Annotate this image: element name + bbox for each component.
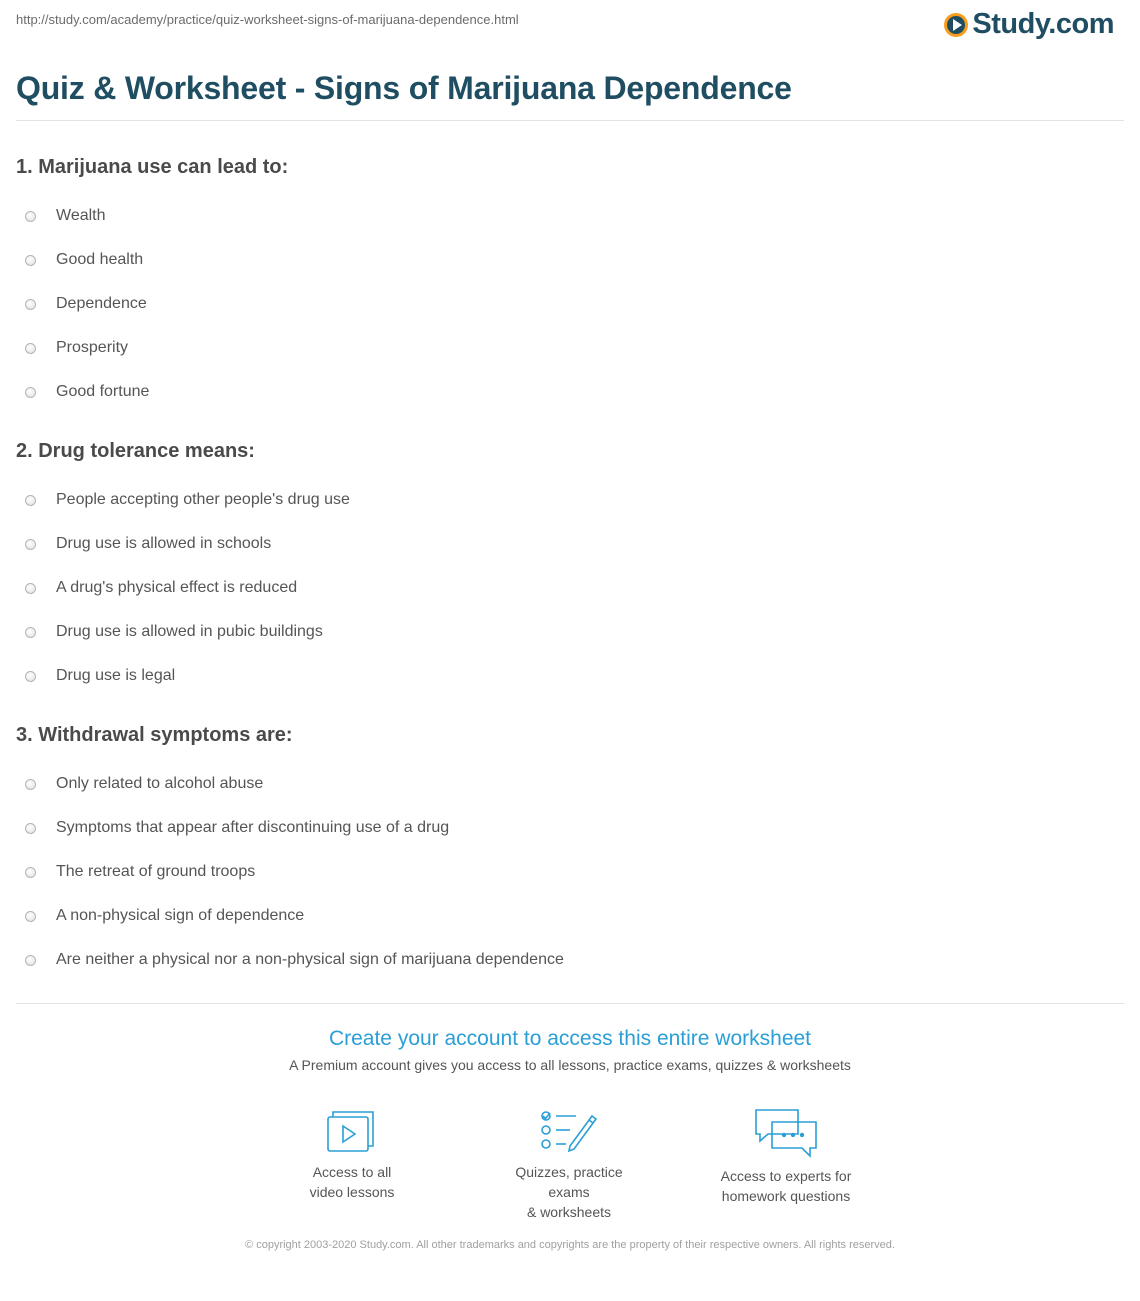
answer-label: The retreat of ground troops <box>56 863 256 880</box>
answer-option[interactable] <box>16 238 1116 282</box>
feature-video-lessons <box>262 1108 442 1202</box>
answer-label: Symptoms that appear after discontinuing use of a drug <box>56 819 450 836</box>
feature-label-line: homework questions <box>721 1188 851 1204</box>
answer-options <box>16 478 1116 698</box>
radio-button[interactable] <box>25 495 36 506</box>
copyright-notice <box>0 1237 1140 1254</box>
answer-label: Wealth <box>56 207 106 224</box>
answer-option[interactable] <box>16 762 1116 806</box>
feature-experts <box>696 1108 876 1206</box>
answer-options <box>16 194 1116 414</box>
video-lessons-icon <box>326 1108 378 1154</box>
radio-button[interactable] <box>25 867 36 878</box>
answer-label: Dependence <box>56 295 147 312</box>
cta-divider <box>16 1003 1124 1004</box>
answer-label: Prosperity <box>56 339 129 356</box>
answer-option[interactable] <box>16 654 1116 698</box>
expert-chat-icon <box>754 1108 818 1158</box>
radio-button[interactable] <box>25 583 36 594</box>
signup-cta <box>0 1027 1140 1073</box>
answer-option[interactable] <box>16 282 1116 326</box>
question-title: 2. Drug tolerance means: <box>16 440 255 462</box>
quiz-checklist-icon <box>540 1108 598 1154</box>
answer-option[interactable] <box>16 610 1116 654</box>
page-title: Quiz & Worksheet - Signs of Marijuana Dependence <box>16 70 792 106</box>
answer-label: People accepting other people's drug use <box>56 491 350 508</box>
study-logo-icon <box>944 13 968 37</box>
feature-label-line: & worksheets <box>526 1204 612 1220</box>
answer-label: Good fortune <box>56 383 150 400</box>
answer-label: Drug use is allowed in schools <box>56 535 272 552</box>
study-logo-text: Study.com <box>972 8 1114 40</box>
radio-button[interactable] <box>25 955 36 966</box>
radio-button[interactable] <box>25 343 36 354</box>
feature-label-line: Quizzes, practice exams <box>515 1164 623 1200</box>
radio-button[interactable] <box>25 671 36 682</box>
radio-button[interactable] <box>25 539 36 550</box>
answer-label: Only related to alcohol abuse <box>56 775 264 792</box>
answer-label: Good health <box>56 251 144 268</box>
answer-option[interactable] <box>16 370 1116 414</box>
question-title: 1. Marijuana use can lead to: <box>16 156 289 178</box>
cta-subtitle: A Premium account gives you access to all lessons, practice exams, quizzes & worksheets <box>289 1057 851 1073</box>
answer-option[interactable] <box>16 894 1116 938</box>
answer-label: A drug's physical effect is reduced <box>56 579 298 596</box>
feature-quizzes <box>479 1108 659 1222</box>
radio-button[interactable] <box>25 211 36 222</box>
radio-button[interactable] <box>25 779 36 790</box>
copyright-text: © copyright 2003-2020 Study.com. All other trademarks and copyrights are the property of their respective owners. All rights reserved. <box>245 1239 895 1251</box>
answer-label: Drug use is allowed in pubic buildings <box>56 623 323 640</box>
answer-option[interactable] <box>16 326 1116 370</box>
answer-option[interactable] <box>16 850 1116 894</box>
question-3 <box>16 720 1116 982</box>
radio-button[interactable] <box>25 911 36 922</box>
radio-button[interactable] <box>25 627 36 638</box>
question-2 <box>16 436 1116 698</box>
question-title: 3. Withdrawal symptoms are: <box>16 724 293 746</box>
feature-label-line: Access to all <box>312 1164 392 1180</box>
answer-option[interactable] <box>16 806 1116 850</box>
create-account-link[interactable]: Create your account to access this entire worksheet <box>328 1027 812 1050</box>
answer-option[interactable] <box>16 566 1116 610</box>
study-logo[interactable] <box>944 8 1114 41</box>
radio-button[interactable] <box>25 387 36 398</box>
answer-option[interactable] <box>16 522 1116 566</box>
radio-button[interactable] <box>25 255 36 266</box>
answer-label: A non-physical sign of dependence <box>56 907 305 924</box>
radio-button[interactable] <box>25 299 36 310</box>
page-url[interactable]: http://study.com/academy/practice/quiz-worksheet-signs-of-marijuana-dependence.html <box>16 12 519 27</box>
answer-label: Drug use is legal <box>56 667 176 684</box>
answer-option[interactable] <box>16 938 1116 982</box>
title-divider <box>16 120 1124 121</box>
feature-label-line: Access to experts for <box>720 1168 852 1184</box>
question-1 <box>16 152 1116 414</box>
answer-options <box>16 762 1116 982</box>
radio-button[interactable] <box>25 823 36 834</box>
feature-label-line: video lessons <box>309 1184 395 1200</box>
answer-option[interactable] <box>16 194 1116 238</box>
answer-option[interactable] <box>16 478 1116 522</box>
answer-label: Are neither a physical nor a non-physical sign of marijuana dependence <box>56 951 564 968</box>
